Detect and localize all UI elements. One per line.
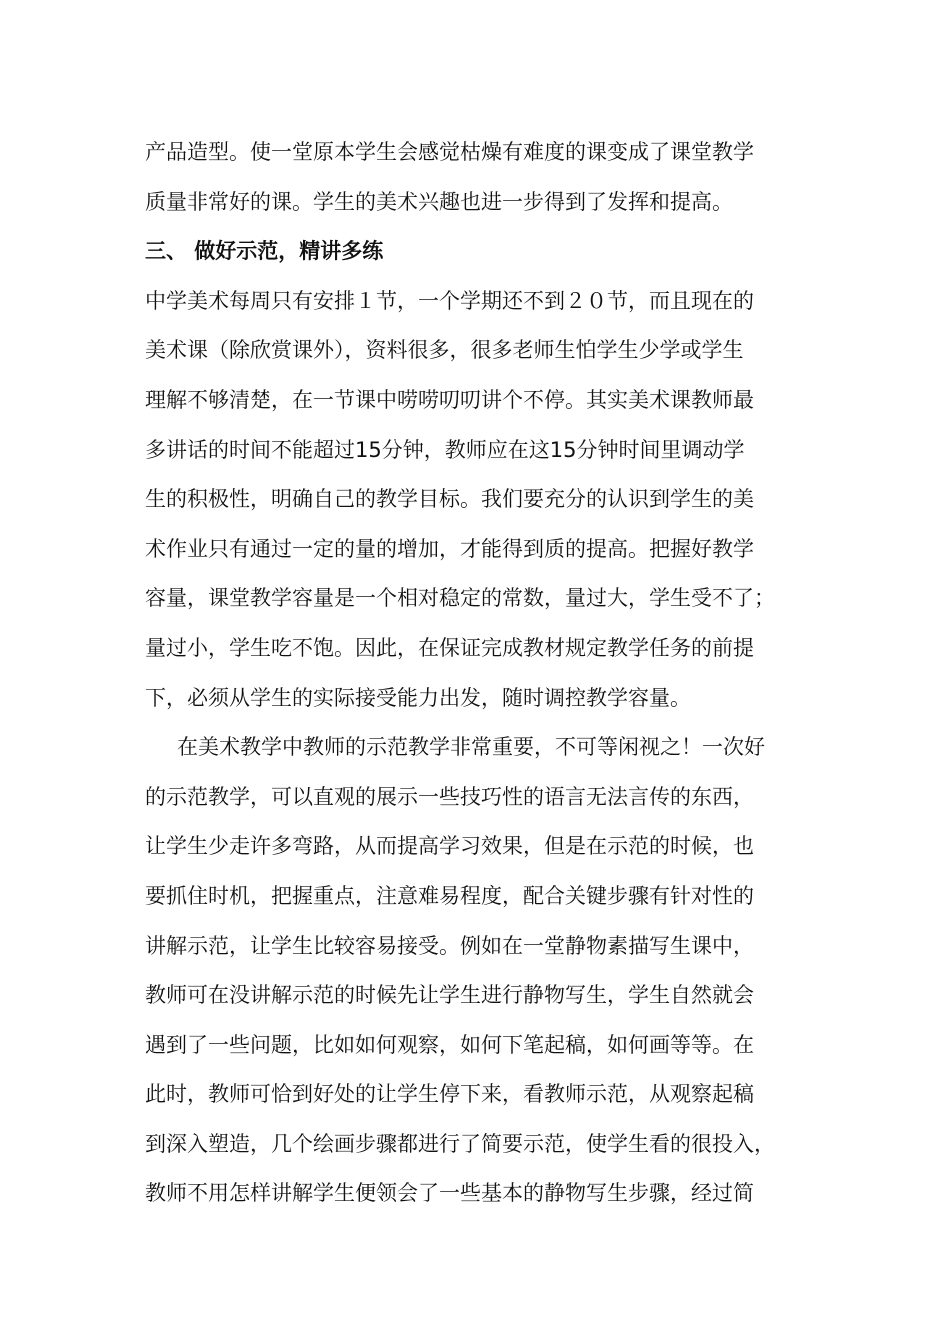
text-line: 多讲话的时间不能超过15分钟，教师应在这15分钟时间里调动学 [145, 437, 745, 462]
text-line: 让学生少走许多弯路，从而提高学习效果，但是在示范的时候，也 [145, 834, 754, 859]
text-line: 术作业只有通过一定的量的增加，才能得到质的提高。把握好教学 [145, 536, 754, 561]
text-line: 质量非常好的课。学生的美术兴趣也进一步得到了发挥和提高。 [145, 189, 733, 214]
text-line: 讲解示范，让学生比较容易接受。例如在一堂静物素描写生课中， [145, 933, 754, 958]
text-line: 生的积极性，明确自己的教学目标。我们要充分的认识到学生的美 [145, 487, 754, 512]
text-line: 理解不够清楚，在一节课中唠唠叨叨讲个不停。其实美术课教师最 [145, 387, 754, 412]
text-line: 容量，课堂教学容量是一个相对稳定的常数，量过大，学生受不了； [145, 586, 775, 611]
text-line: 量过小，学生吃不饱。因此，在保证完成教材规定教学任务的前提 [145, 635, 754, 660]
text-line: 要抓住时机，把握重点，注意难易程度，配合关键步骤有针对性的 [145, 883, 754, 908]
text-line: 的示范教学，可以直观的展示一些技巧性的语言无法言传的东西， [145, 784, 754, 809]
text-line: 此时，教师可恰到好处的让学生停下来，看教师示范，从观察起稿 [145, 1082, 754, 1107]
text-line: 遇到了一些问题，比如如何观察，如何下笔起稿，如何画等等。在 [145, 1032, 754, 1057]
text-line: 教师可在没讲解示范的时候先让学生进行静物写生，学生自然就会 [145, 983, 754, 1008]
text-line: 美术课（除欣赏课外），资料很多，很多老师生怕学生少学或学生 [145, 338, 744, 363]
text-line: 下，必须从学生的实际接受能力出发，随时调控教学容量。 [145, 685, 691, 710]
document-body [145, 128, 805, 1219]
text-line: 在美术教学中教师的示范教学非常重要，不可等闲视之！一次好 [177, 735, 765, 760]
text-line: 中学美术每周只有安排１节，一个学期还不到２０节，而且现在的 [145, 288, 754, 313]
text-line: 教师不用怎样讲解学生便领会了一些基本的静物写生步骤，经过简 [145, 1181, 754, 1206]
text-line: 到深入塑造，几个绘画步骤都进行了简要示范，使学生看的很投入， [145, 1131, 775, 1156]
section-heading: 三、 做好示范，精讲多练 [145, 239, 384, 264]
text-line: 产品造型。使一堂原本学生会感觉枯燥有难度的课变成了课堂教学 [145, 140, 754, 164]
